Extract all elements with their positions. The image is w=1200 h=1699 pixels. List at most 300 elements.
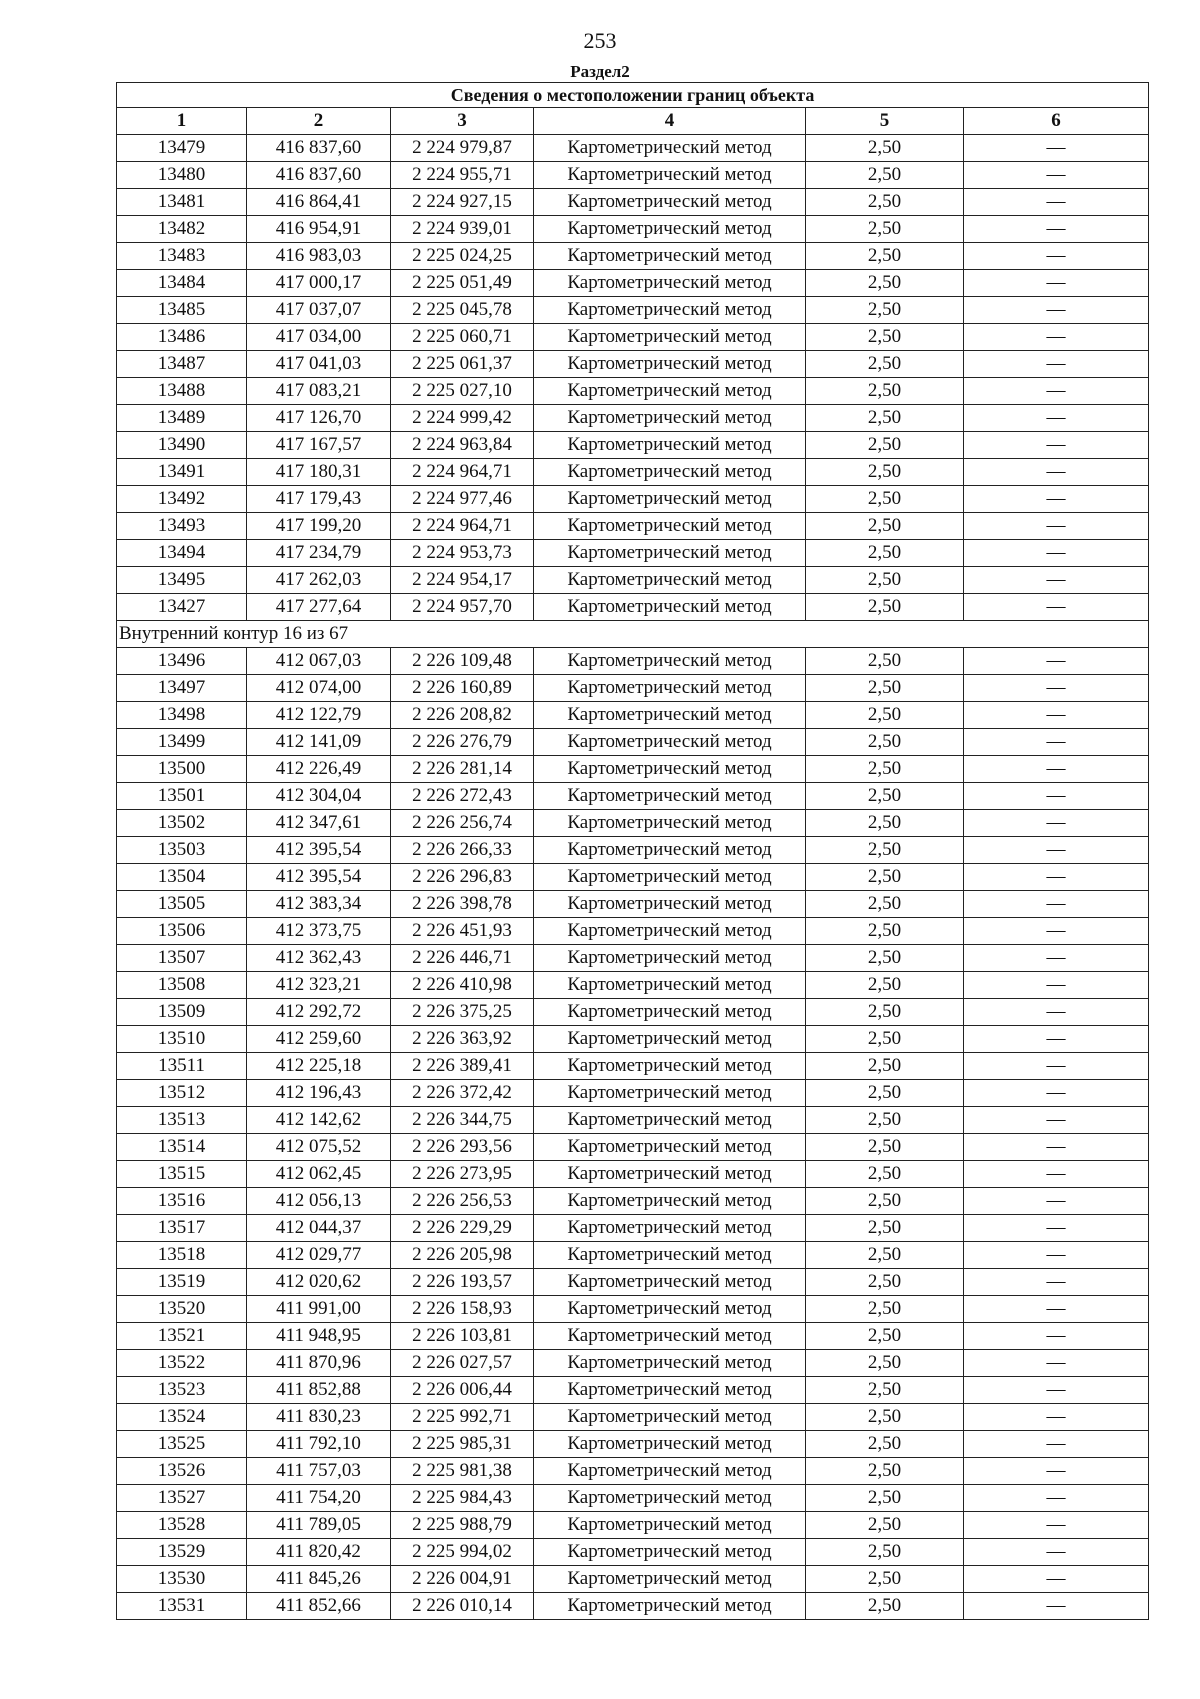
point-number-cell: 13496 — [117, 648, 247, 675]
method-cell: Картометрический метод — [534, 1134, 806, 1161]
method-cell: Картометрический метод — [534, 1323, 806, 1350]
accuracy-cell: 2,50 — [806, 540, 964, 567]
point-number-cell: 13427 — [117, 594, 247, 621]
accuracy-cell: 2,50 — [806, 1053, 964, 1080]
method-cell: Картометрический метод — [534, 837, 806, 864]
table-row — [117, 810, 1149, 837]
point-number-cell: 13490 — [117, 432, 247, 459]
x-coordinate-cell: 417 180,31 — [247, 459, 391, 486]
point-number-cell: 13513 — [117, 1107, 247, 1134]
method-cell: Картометрический метод — [534, 891, 806, 918]
y-coordinate-cell: 2 224 954,17 — [391, 567, 534, 594]
method-cell: Картометрический метод — [534, 486, 806, 513]
column-number: 6 — [964, 108, 1149, 135]
point-number-cell: 13486 — [117, 324, 247, 351]
accuracy-cell: 2,50 — [806, 702, 964, 729]
accuracy-cell: 2,50 — [806, 216, 964, 243]
method-cell: Картометрический метод — [534, 702, 806, 729]
point-number-cell: 13489 — [117, 405, 247, 432]
x-coordinate-cell: 411 754,20 — [247, 1485, 391, 1512]
accuracy-cell: 2,50 — [806, 891, 964, 918]
note-cell: — — [964, 972, 1149, 999]
point-number-cell: 13481 — [117, 189, 247, 216]
x-coordinate-cell: 412 074,00 — [247, 675, 391, 702]
accuracy-cell: 2,50 — [806, 324, 964, 351]
accuracy-cell: 2,50 — [806, 432, 964, 459]
note-cell: — — [964, 945, 1149, 972]
note-cell: — — [964, 1188, 1149, 1215]
column-number: 3 — [391, 108, 534, 135]
note-cell: — — [964, 162, 1149, 189]
note-cell: — — [964, 432, 1149, 459]
table-row — [117, 513, 1149, 540]
point-number-cell: 13525 — [117, 1431, 247, 1458]
table-row — [117, 567, 1149, 594]
table-row — [117, 675, 1149, 702]
y-coordinate-cell: 2 225 981,38 — [391, 1458, 534, 1485]
table-row — [117, 1107, 1149, 1134]
note-cell: — — [964, 297, 1149, 324]
boundary-coordinates-table — [116, 82, 1149, 1620]
note-cell: — — [964, 675, 1149, 702]
note-cell: — — [964, 1350, 1149, 1377]
x-coordinate-cell: 412 373,75 — [247, 918, 391, 945]
y-coordinate-cell: 2 226 208,82 — [391, 702, 534, 729]
point-number-cell: 13515 — [117, 1161, 247, 1188]
x-coordinate-cell: 417 167,57 — [247, 432, 391, 459]
accuracy-cell: 2,50 — [806, 1350, 964, 1377]
x-coordinate-cell: 412 292,72 — [247, 999, 391, 1026]
point-number-cell: 13500 — [117, 756, 247, 783]
method-cell: Картометрический метод — [534, 864, 806, 891]
table-row — [117, 972, 1149, 999]
note-cell: — — [964, 810, 1149, 837]
note-cell: — — [964, 378, 1149, 405]
table-row — [117, 702, 1149, 729]
point-number-cell: 13507 — [117, 945, 247, 972]
point-number-cell: 13495 — [117, 567, 247, 594]
column-number: 4 — [534, 108, 806, 135]
method-cell: Картометрический метод — [534, 1188, 806, 1215]
note-cell: — — [964, 1566, 1149, 1593]
y-coordinate-cell: 2 226 410,98 — [391, 972, 534, 999]
table-row — [117, 1458, 1149, 1485]
accuracy-cell: 2,50 — [806, 756, 964, 783]
accuracy-cell: 2,50 — [806, 1026, 964, 1053]
method-cell: Картометрический метод — [534, 1377, 806, 1404]
method-cell: Картометрический метод — [534, 1296, 806, 1323]
accuracy-cell: 2,50 — [806, 1485, 964, 1512]
note-cell: — — [964, 594, 1149, 621]
y-coordinate-cell: 2 225 061,37 — [391, 351, 534, 378]
accuracy-cell: 2,50 — [806, 1242, 964, 1269]
table-row — [117, 1323, 1149, 1350]
y-coordinate-cell: 2 226 027,57 — [391, 1350, 534, 1377]
accuracy-cell: 2,50 — [806, 378, 964, 405]
note-cell: — — [964, 918, 1149, 945]
x-coordinate-cell: 417 083,21 — [247, 378, 391, 405]
table-row — [117, 1161, 1149, 1188]
note-cell: — — [964, 1512, 1149, 1539]
accuracy-cell: 2,50 — [806, 1566, 964, 1593]
method-cell: Картометрический метод — [534, 1053, 806, 1080]
point-number-cell: 13501 — [117, 783, 247, 810]
note-cell: — — [964, 135, 1149, 162]
table-row — [117, 891, 1149, 918]
method-cell: Картометрический метод — [534, 1431, 806, 1458]
contour-label: Внутренний контур 16 из 67 — [117, 621, 1149, 648]
method-cell: Картометрический метод — [534, 999, 806, 1026]
table-row — [117, 1593, 1149, 1620]
note-cell: — — [964, 1593, 1149, 1620]
note-cell: — — [964, 1215, 1149, 1242]
method-cell: Картометрический метод — [534, 1539, 806, 1566]
x-coordinate-cell: 417 234,79 — [247, 540, 391, 567]
y-coordinate-cell: 2 224 927,15 — [391, 189, 534, 216]
x-coordinate-cell: 417 037,07 — [247, 297, 391, 324]
point-number-cell: 13480 — [117, 162, 247, 189]
table-row — [117, 459, 1149, 486]
table-row — [117, 1296, 1149, 1323]
y-coordinate-cell: 2 225 024,25 — [391, 243, 534, 270]
method-cell: Картометрический метод — [534, 189, 806, 216]
table-row — [117, 648, 1149, 675]
y-coordinate-cell: 2 226 398,78 — [391, 891, 534, 918]
note-cell: — — [964, 783, 1149, 810]
x-coordinate-cell: 416 837,60 — [247, 135, 391, 162]
y-coordinate-cell: 2 225 045,78 — [391, 297, 534, 324]
y-coordinate-cell: 2 224 955,71 — [391, 162, 534, 189]
method-cell: Картометрический метод — [534, 729, 806, 756]
table-row — [117, 324, 1149, 351]
accuracy-cell: 2,50 — [806, 1080, 964, 1107]
column-number: 5 — [806, 108, 964, 135]
point-number-cell: 13504 — [117, 864, 247, 891]
note-cell: — — [964, 891, 1149, 918]
table-row — [117, 729, 1149, 756]
table-row — [117, 1134, 1149, 1161]
accuracy-cell: 2,50 — [806, 972, 964, 999]
y-coordinate-cell: 2 226 389,41 — [391, 1053, 534, 1080]
x-coordinate-cell: 412 347,61 — [247, 810, 391, 837]
accuracy-cell: 2,50 — [806, 1377, 964, 1404]
note-cell: — — [964, 1296, 1149, 1323]
y-coordinate-cell: 2 224 979,87 — [391, 135, 534, 162]
accuracy-cell: 2,50 — [806, 270, 964, 297]
method-cell: Картометрический метод — [534, 648, 806, 675]
point-number-cell: 13517 — [117, 1215, 247, 1242]
table-row — [117, 918, 1149, 945]
table-row — [117, 1269, 1149, 1296]
point-number-cell: 13505 — [117, 891, 247, 918]
point-number-cell: 13526 — [117, 1458, 247, 1485]
accuracy-cell: 2,50 — [806, 1296, 964, 1323]
note-cell: — — [964, 1080, 1149, 1107]
point-number-cell: 13521 — [117, 1323, 247, 1350]
accuracy-cell: 2,50 — [806, 1188, 964, 1215]
method-cell: Картометрический метод — [534, 459, 806, 486]
accuracy-cell: 2,50 — [806, 1215, 964, 1242]
note-cell: — — [964, 1134, 1149, 1161]
note-cell: — — [964, 189, 1149, 216]
method-cell: Картометрический метод — [534, 513, 806, 540]
x-coordinate-cell: 417 262,03 — [247, 567, 391, 594]
x-coordinate-cell: 412 020,62 — [247, 1269, 391, 1296]
table-row — [117, 351, 1149, 378]
point-number-cell: 13488 — [117, 378, 247, 405]
point-number-cell: 13514 — [117, 1134, 247, 1161]
accuracy-cell: 2,50 — [806, 1134, 964, 1161]
accuracy-cell: 2,50 — [806, 1323, 964, 1350]
table-row — [117, 945, 1149, 972]
point-number-cell: 13522 — [117, 1350, 247, 1377]
note-cell: — — [964, 351, 1149, 378]
note-cell: — — [964, 1053, 1149, 1080]
accuracy-cell: 2,50 — [806, 594, 964, 621]
x-coordinate-cell: 416 983,03 — [247, 243, 391, 270]
point-number-cell: 13485 — [117, 297, 247, 324]
method-cell: Картометрический метод — [534, 162, 806, 189]
x-coordinate-cell: 412 225,18 — [247, 1053, 391, 1080]
note-cell: — — [964, 1107, 1149, 1134]
accuracy-cell: 2,50 — [806, 1161, 964, 1188]
x-coordinate-cell: 417 126,70 — [247, 405, 391, 432]
x-coordinate-cell: 416 837,60 — [247, 162, 391, 189]
table-row — [117, 162, 1149, 189]
point-number-cell: 13531 — [117, 1593, 247, 1620]
y-coordinate-cell: 2 225 051,49 — [391, 270, 534, 297]
y-coordinate-cell: 2 226 372,42 — [391, 1080, 534, 1107]
accuracy-cell: 2,50 — [806, 1404, 964, 1431]
x-coordinate-cell: 411 991,00 — [247, 1296, 391, 1323]
x-coordinate-cell: 417 000,17 — [247, 270, 391, 297]
method-cell: Картометрический метод — [534, 1458, 806, 1485]
accuracy-cell: 2,50 — [806, 783, 964, 810]
point-number-cell: 13530 — [117, 1566, 247, 1593]
table-caption: Сведения о местоположении границ объекта — [117, 83, 1149, 108]
accuracy-cell: 2,50 — [806, 648, 964, 675]
note-cell: — — [964, 1458, 1149, 1485]
x-coordinate-cell: 412 395,54 — [247, 864, 391, 891]
x-coordinate-cell: 412 142,62 — [247, 1107, 391, 1134]
table-row — [117, 837, 1149, 864]
table-row — [117, 1485, 1149, 1512]
y-coordinate-cell: 2 225 994,02 — [391, 1539, 534, 1566]
x-coordinate-cell: 412 075,52 — [247, 1134, 391, 1161]
table-row — [117, 1080, 1149, 1107]
accuracy-cell: 2,50 — [806, 459, 964, 486]
x-coordinate-cell: 411 845,26 — [247, 1566, 391, 1593]
x-coordinate-cell: 412 196,43 — [247, 1080, 391, 1107]
point-number-cell: 13492 — [117, 486, 247, 513]
method-cell: Картометрический метод — [534, 270, 806, 297]
table-row — [117, 1404, 1149, 1431]
note-cell: — — [964, 648, 1149, 675]
x-coordinate-cell: 416 954,91 — [247, 216, 391, 243]
table-body — [117, 135, 1149, 1620]
method-cell: Картометрический метод — [534, 1512, 806, 1539]
note-cell: — — [964, 486, 1149, 513]
accuracy-cell: 2,50 — [806, 810, 964, 837]
x-coordinate-cell: 417 179,43 — [247, 486, 391, 513]
note-cell: — — [964, 1485, 1149, 1512]
method-cell: Картометрический метод — [534, 567, 806, 594]
y-coordinate-cell: 2 226 193,57 — [391, 1269, 534, 1296]
point-number-cell: 13524 — [117, 1404, 247, 1431]
table-row — [117, 189, 1149, 216]
x-coordinate-cell: 411 830,23 — [247, 1404, 391, 1431]
table-row — [117, 297, 1149, 324]
x-coordinate-cell: 411 789,05 — [247, 1512, 391, 1539]
x-coordinate-cell: 412 383,34 — [247, 891, 391, 918]
table-row — [117, 864, 1149, 891]
accuracy-cell: 2,50 — [806, 405, 964, 432]
point-number-cell: 13516 — [117, 1188, 247, 1215]
point-number-cell: 13528 — [117, 1512, 247, 1539]
point-number-cell: 13493 — [117, 513, 247, 540]
x-coordinate-cell: 412 362,43 — [247, 945, 391, 972]
accuracy-cell: 2,50 — [806, 837, 964, 864]
y-coordinate-cell: 2 224 977,46 — [391, 486, 534, 513]
accuracy-cell: 2,50 — [806, 945, 964, 972]
accuracy-cell: 2,50 — [806, 1269, 964, 1296]
method-cell: Картометрический метод — [534, 1593, 806, 1620]
note-cell: — — [964, 324, 1149, 351]
method-cell: Картометрический метод — [534, 1242, 806, 1269]
accuracy-cell: 2,50 — [806, 351, 964, 378]
x-coordinate-cell: 417 034,00 — [247, 324, 391, 351]
y-coordinate-cell: 2 226 109,48 — [391, 648, 534, 675]
point-number-cell: 13529 — [117, 1539, 247, 1566]
accuracy-cell: 2,50 — [806, 567, 964, 594]
y-coordinate-cell: 2 226 229,29 — [391, 1215, 534, 1242]
note-cell: — — [964, 1431, 1149, 1458]
page-number: 253 — [583, 28, 617, 53]
method-cell: Картометрический метод — [534, 1026, 806, 1053]
x-coordinate-cell: 412 304,04 — [247, 783, 391, 810]
table-row — [117, 216, 1149, 243]
accuracy-cell: 2,50 — [806, 1512, 964, 1539]
note-cell: — — [964, 567, 1149, 594]
y-coordinate-cell: 2 226 344,75 — [391, 1107, 534, 1134]
x-coordinate-cell: 417 199,20 — [247, 513, 391, 540]
point-number-cell: 13503 — [117, 837, 247, 864]
y-coordinate-cell: 2 225 984,43 — [391, 1485, 534, 1512]
y-coordinate-cell: 2 224 964,71 — [391, 513, 534, 540]
x-coordinate-cell: 411 792,10 — [247, 1431, 391, 1458]
y-coordinate-cell: 2 226 266,33 — [391, 837, 534, 864]
method-cell: Картометрический метод — [534, 297, 806, 324]
accuracy-cell: 2,50 — [806, 189, 964, 216]
note-cell: — — [964, 702, 1149, 729]
method-cell: Картометрический метод — [534, 324, 806, 351]
method-cell: Картометрический метод — [534, 594, 806, 621]
table-row — [117, 1215, 1149, 1242]
x-coordinate-cell: 412 067,03 — [247, 648, 391, 675]
method-cell: Картометрический метод — [534, 783, 806, 810]
x-coordinate-cell: 412 141,09 — [247, 729, 391, 756]
table-row — [117, 1566, 1149, 1593]
y-coordinate-cell: 2 226 205,98 — [391, 1242, 534, 1269]
note-cell: — — [964, 864, 1149, 891]
y-coordinate-cell: 2 225 988,79 — [391, 1512, 534, 1539]
accuracy-cell: 2,50 — [806, 864, 964, 891]
x-coordinate-cell: 411 852,66 — [247, 1593, 391, 1620]
method-cell: Картометрический метод — [534, 1404, 806, 1431]
accuracy-cell: 2,50 — [806, 1458, 964, 1485]
y-coordinate-cell: 2 226 363,92 — [391, 1026, 534, 1053]
point-number-cell: 13518 — [117, 1242, 247, 1269]
x-coordinate-cell: 412 029,77 — [247, 1242, 391, 1269]
column-number: 2 — [247, 108, 391, 135]
note-cell: — — [964, 405, 1149, 432]
note-cell: — — [964, 1377, 1149, 1404]
note-cell: — — [964, 513, 1149, 540]
method-cell: Картометрический метод — [534, 351, 806, 378]
table-row — [117, 405, 1149, 432]
point-number-cell: 13512 — [117, 1080, 247, 1107]
method-cell: Картометрический метод — [534, 918, 806, 945]
y-coordinate-cell: 2 226 451,93 — [391, 918, 534, 945]
y-coordinate-cell: 2 226 446,71 — [391, 945, 534, 972]
point-number-cell: 13509 — [117, 999, 247, 1026]
method-cell: Картометрический метод — [534, 1485, 806, 1512]
x-coordinate-cell: 417 041,03 — [247, 351, 391, 378]
note-cell: — — [964, 459, 1149, 486]
table-row — [117, 378, 1149, 405]
table-row — [117, 756, 1149, 783]
table-row — [117, 135, 1149, 162]
y-coordinate-cell: 2 226 160,89 — [391, 675, 534, 702]
table-row — [117, 432, 1149, 459]
method-cell: Картометрический метод — [534, 756, 806, 783]
method-cell: Картометрический метод — [534, 243, 806, 270]
accuracy-cell: 2,50 — [806, 1431, 964, 1458]
table-row — [117, 1512, 1149, 1539]
x-coordinate-cell: 417 277,64 — [247, 594, 391, 621]
point-number-cell: 13527 — [117, 1485, 247, 1512]
point-number-cell: 13499 — [117, 729, 247, 756]
method-cell: Картометрический метод — [534, 1350, 806, 1377]
table-row — [117, 1053, 1149, 1080]
method-cell: Картометрический метод — [534, 135, 806, 162]
point-number-cell: 13491 — [117, 459, 247, 486]
note-cell: — — [964, 1242, 1149, 1269]
point-number-cell: 13523 — [117, 1377, 247, 1404]
x-coordinate-cell: 411 870,96 — [247, 1350, 391, 1377]
y-coordinate-cell: 2 226 276,79 — [391, 729, 534, 756]
method-cell: Картометрический метод — [534, 810, 806, 837]
note-cell: — — [964, 270, 1149, 297]
x-coordinate-cell: 411 948,95 — [247, 1323, 391, 1350]
x-coordinate-cell: 412 323,21 — [247, 972, 391, 999]
point-number-cell: 13494 — [117, 540, 247, 567]
note-cell: — — [964, 1269, 1149, 1296]
table-row — [117, 1431, 1149, 1458]
y-coordinate-cell: 2 225 992,71 — [391, 1404, 534, 1431]
table-row — [117, 1026, 1149, 1053]
point-number-cell: 13511 — [117, 1053, 247, 1080]
note-cell: — — [964, 999, 1149, 1026]
accuracy-cell: 2,50 — [806, 1593, 964, 1620]
point-number-cell: 13510 — [117, 1026, 247, 1053]
y-coordinate-cell: 2 226 272,43 — [391, 783, 534, 810]
y-coordinate-cell: 2 226 273,95 — [391, 1161, 534, 1188]
y-coordinate-cell: 2 226 010,14 — [391, 1593, 534, 1620]
note-cell: — — [964, 729, 1149, 756]
point-number-cell: 13506 — [117, 918, 247, 945]
method-cell: Картометрический метод — [534, 1107, 806, 1134]
